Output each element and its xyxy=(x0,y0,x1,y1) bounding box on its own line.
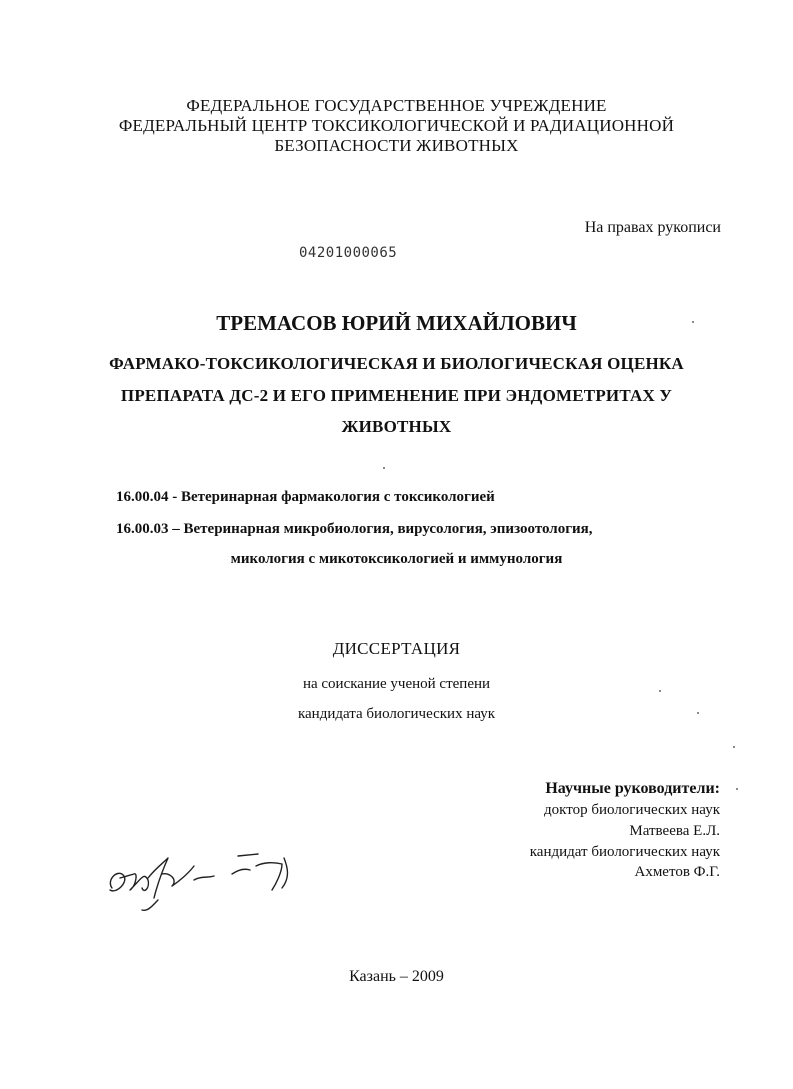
degree-line-1: на соискание ученой степени xyxy=(302,676,491,692)
scan-speck xyxy=(733,746,735,748)
supervisor-2-degree: кандидат биологических наук xyxy=(529,844,720,860)
specialty-1: 16.00.04 - Ветеринарная фармакология с токсикологией xyxy=(116,489,495,505)
author-name: ТРЕМАСОВ ЮРИЙ МИХАЙЛОВИЧ xyxy=(216,311,577,335)
handwritten-signature xyxy=(98,828,308,918)
manuscript-rights-label: На правах рукописи xyxy=(584,219,721,236)
thesis-label: ДИССЕРТАЦИЯ xyxy=(332,639,461,658)
scan-speck xyxy=(659,690,661,692)
institution-line-2: ФЕДЕРАЛЬНЫЙ ЦЕНТР ТОКСИКОЛОГИЧЕСКОЙ И РАДИАЦИОННОЙ xyxy=(118,116,675,135)
specialty-2-line-1: 16.00.03 – Ветеринарная микробиология, вирусология, эпизоотология, xyxy=(116,521,593,537)
degree-line-2: кандидата биологических наук xyxy=(297,706,496,722)
specialty-2-line-2: микология с микотоксикологией и иммунология xyxy=(230,551,563,567)
institution-line-3: БЕЗОПАСНОСТИ ЖИВОТНЫХ xyxy=(274,136,519,155)
title-line-3: ЖИВОТНЫХ xyxy=(341,417,452,436)
supervisor-2-name: Ахметов Ф.Г. xyxy=(634,864,720,880)
scan-speck xyxy=(692,321,694,323)
supervisors-heading: Научные руководители: xyxy=(545,780,720,797)
registration-number: 04201000065 xyxy=(299,245,398,261)
scan-speck xyxy=(697,712,699,714)
supervisor-1-name: Матвеева Е.Л. xyxy=(629,823,720,839)
title-line-2: ПРЕПАРАТА ДС-2 И ЕГО ПРИМЕНЕНИЕ ПРИ ЭНДОМЕТРИТАХ У xyxy=(120,386,673,405)
scan-speck xyxy=(736,788,738,790)
supervisor-1-degree: доктор биологических наук xyxy=(544,802,720,818)
title-line-1: ФАРМАКО-ТОКСИКОЛОГИЧЕСКАЯ И БИОЛОГИЧЕСКАЯ ОЦЕНКА xyxy=(109,354,684,373)
scan-speck xyxy=(383,467,385,469)
city-year: Казань – 2009 xyxy=(349,968,444,985)
institution-line-1: ФЕДЕРАЛЬНОЕ ГОСУДАРСТВЕННОЕ УЧРЕЖДЕНИЕ xyxy=(186,96,607,115)
